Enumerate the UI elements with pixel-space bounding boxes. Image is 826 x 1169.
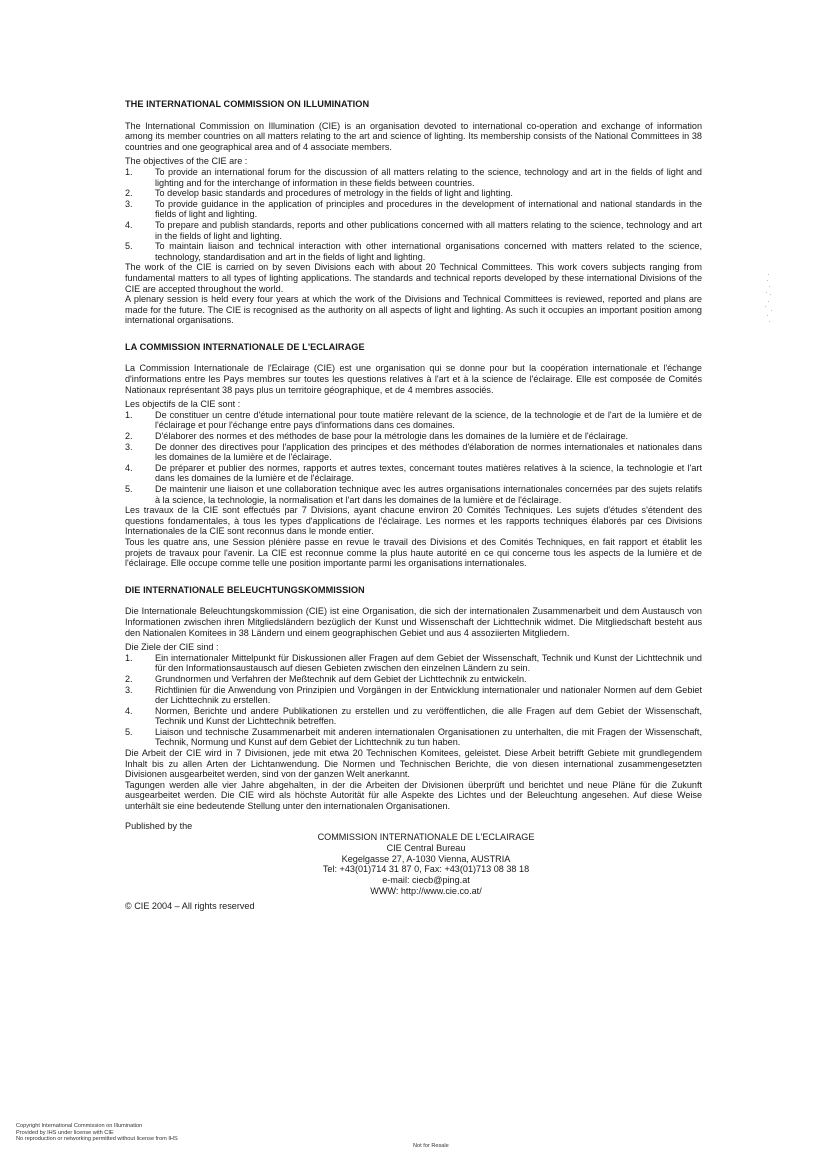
- item-text: To maintain liaison and technical interaction with other international organisations concerned with matters related to the science, technology, standardisation and art in the fields of light and lighting.: [155, 241, 702, 262]
- section-english: [125, 99, 702, 326]
- closing-paragraph: Tagungen werden alle vier Jahre abgehalten, in der die Arbeiten der Divisionen überprüft und berichtet und neue Pläne für die Zukunft ausgearbeitet werden. Die CIE wird als höchste Autorität für alle Aspekte des Lichtes und der Beleuchtung angesehen. Auf diese Weise unterhält sie eine bedeutende Stellung unter den internationalen Organisationen.: [125, 779, 702, 812]
- item-text: De donner des directives pour l'application des principes et des méthodes d'élaboration de normes internationales et nationales dans les domaines de la lumière et de l'éclairage.: [155, 441, 702, 463]
- list-item: [125, 220, 702, 241]
- document-body: [125, 99, 702, 912]
- footer-provider-line: Provided by IHS under license with CIE: [16, 1129, 114, 1136]
- closing-paragraph: Die Arbeit der CIE wird in 7 Divisionen, jede mit etwa 20 Technischen Komitees, geleistet. Diese Arbeit betrifft Gebiete mit grundlegendem Inhalt bis zu allen Arten der Lichtanwendung. Die Normen und Technischen Berichte, die von diesen international zusammengesetzten Divisionen ausgearbeitet werden, sind von der ganzen Welt anerkannt.: [125, 748, 702, 780]
- list-item: [125, 410, 702, 431]
- list-item: [125, 685, 702, 706]
- item-text: D'élaborer des normes et des méthodes de base pour la métrologie dans les domaines de la lumière et de l'éclairage.: [155, 431, 629, 442]
- item-number: 1.: [125, 166, 133, 177]
- list-item: [125, 727, 702, 748]
- item-number: 4.: [125, 462, 133, 473]
- footer-license-line: No reproduction or networking permitted without license from IHS: [16, 1136, 178, 1143]
- section-title: LA COMMISSION INTERNATIONALE DE L'ECLAIRAGE: [125, 341, 365, 352]
- item-number: 1.: [125, 652, 133, 663]
- item-text: De constituer un centre d'étude international pour toute matière relevant de la science, de la technologie et de l'art de la lumière et de l'éclairage et pour l'échange entre pays d'informations dans ces domaines.: [155, 409, 702, 431]
- item-number: 5.: [125, 484, 133, 494]
- list-item: [125, 674, 702, 685]
- item-text: Liaison und technische Zusammenarbeit mit anderen internationalen Organisationen zu unterhalten, die mit Fragen der Wissenschaft, Technik, Normung und Kunst auf dem Gebiet der Lichttechnik zu tun haben.: [155, 726, 702, 748]
- publisher-name: COMMISSION INTERNATIONALE DE L'ECLAIRAGE: [317, 832, 535, 843]
- closing-paragraph: A plenary session is held every four years at which the work of the Divisions and Technical Committees is reviewed, reported and plans are made for the future. The CIE is recognised as the authority on all aspects of light and lighting. As such it occupies an important position among international organisations.: [125, 294, 702, 326]
- footer-copyright-line: Copyright International Commission on Illumination: [16, 1123, 143, 1129]
- item-number: 4.: [125, 705, 133, 716]
- item-text: Grundnormen und Verfahren der Meßtechnik auf dem Gebiet der Lichttechnik zu entwickeln.: [155, 673, 527, 684]
- closing-paragraph: Tous les quatre ans, une Session plénière passe en revue le travail des Divisions et des Comités Techniques, en fait rapport et établit les projets de travaux pour l'avenir. La CIE est reconnue comme la plus haute autorité en ce qui concerne tous les aspects de la lumière et de l'éclairage. Elle occupe comme telle une position importante parmi les organisations internationales.: [125, 536, 702, 569]
- list-item: [125, 484, 702, 505]
- list-item: [125, 199, 702, 220]
- objectives-list: [125, 410, 702, 505]
- publisher-street: Kegelgasse 27, A-1030 Vienna, AUSTRIA: [341, 853, 511, 864]
- item-number: 4.: [125, 219, 133, 230]
- item-text: De préparer et publier des normes, rapports et autres textes, concernant toutes matières relatives à la science, la technologie et l'art dans les domaines de la lumière et de l'éclairage.: [155, 462, 702, 484]
- list-item: [125, 706, 702, 727]
- item-number: 3.: [125, 198, 133, 209]
- list-item: [125, 167, 702, 188]
- not-for-resale-label: Not for Resale: [413, 1143, 449, 1149]
- publisher-address: [125, 832, 702, 896]
- item-text: Ein internationaler Mittelpunkt für Diskussionen aller Fragen auf dem Gebiet der Wissenschaft, Technik und Kunst der Lichttechnik und für den Informationsaustausch auf diesen Gebieten zwischen den einzelnen Ländern zu sein.: [155, 652, 702, 674]
- objectives-lead: Les objectifs de la CIE sont :: [125, 399, 241, 410]
- item-text: To develop basic standards and procedures of metrology in the fields of light and lighting.: [155, 188, 513, 199]
- item-text: Normen, Berichte und andere Publikationen zu erstellen und zu veröffentlichen, die alle Fragen auf dem Gebiet der Wissenschaft, Technik und Kunst der Lichttechnik betreffen.: [155, 705, 702, 727]
- item-number: 3.: [125, 684, 133, 695]
- item-number: 1.: [125, 409, 133, 420]
- intro-paragraph: The International Commission on Illumination (CIE) is an organisation devoted to international co-operation and exchange of information among its member countries on all matters relating to the art and science of lighting. Its membership consists of the National Committees in 38 countries and one geographical area and of 4 associate members.: [125, 120, 702, 152]
- item-number: 5.: [125, 241, 133, 252]
- list-item: [125, 653, 702, 674]
- item-text: To prepare and publish standards, reports and other publications concerned with all matters relating to the science, technology and art in the fields of light and lighting.: [155, 219, 702, 241]
- objectives-lead: The objectives of the CIE are :: [125, 156, 248, 167]
- list-item: [125, 241, 702, 262]
- list-item: [125, 431, 702, 442]
- section-title: THE INTERNATIONAL COMMISSION ON ILLUMINATION: [125, 99, 370, 109]
- section-french: [125, 342, 702, 569]
- list-item: [125, 442, 702, 463]
- item-number: 2.: [125, 673, 133, 684]
- list-item: [125, 463, 702, 484]
- item-text: To provide guidance in the application of principles and procedures in the development of international and national standards in the fields of light and lighting.: [155, 198, 702, 220]
- publisher-phone-fax: Tel: +43(01)714 31 87 0, Fax: +43(01)713 08 38 18: [322, 864, 530, 875]
- publisher-email: e-mail: ciecb@ping.at: [382, 875, 470, 886]
- objectives-list: [125, 167, 702, 262]
- scan-marks: [763, 274, 775, 324]
- item-number: 3.: [125, 441, 133, 452]
- published-by-label: Published by the: [125, 820, 193, 831]
- copyright-notice: © CIE 2004 – All rights reserved: [125, 901, 255, 912]
- section-title: DIE INTERNATIONALE BELEUCHTUNGSKOMMISSION: [125, 584, 365, 595]
- intro-paragraph: La Commission Internationale de l'Eclairage (CIE) est une organisation qui se donne pour but la coopération internationale et l'échange d'informations entre les Pays membres sur toutes les questions relatives à l'art et à la science de l'éclairage. Elle est composée de Comités Nationaux représentant 38 pays plus un territoire géographique, et de 4 membres associés.: [125, 363, 702, 395]
- closing-paragraph: Les travaux de la CIE sont effectués par 7 Divisions, ayant chacune environ 20 Comités Techniques. Les sujets d'études s'étendent des questions fondamentales, à tous les types d'applications de l'éclairage. Les normes et les rapports techniques élaborés par ces Divisions Internationales de la CIE sont reconnus dans le monde entier.: [125, 505, 702, 537]
- section-german: [125, 585, 702, 812]
- intro-paragraph: Die Internationale Beleuchtungskommission (CIE) ist eine Organisation, die sich der internationalen Zusammenarbeit und dem Austausch von Informationen zwischen ihren Mitgliedsländern bezüglich der Kunst und Wissenschaft der Lichttechnik widmet. Die Mitgliedschaft besteht aus den Nationalen Komitees in 38 Ländern und einem geographischen Gebiet und aus 4 assoziierten Mitgliedern.: [125, 606, 702, 638]
- license-footer: [16, 1123, 178, 1143]
- objectives-list: [125, 653, 702, 748]
- list-item: [125, 188, 702, 199]
- publisher-website: WWW: http://www.cie.co.at/: [370, 885, 482, 896]
- item-number: 5.: [125, 726, 133, 737]
- item-text: To provide an international forum for the discussion of all matters relating to the science, technology and art in the fields of light and lighting and for the interchange of information in these fields between countries.: [155, 166, 702, 188]
- item-number: 2.: [125, 431, 133, 442]
- publisher-bureau: CIE Central Bureau: [386, 842, 466, 853]
- item-text: Richtlinien für die Anwendung von Prinzipien und Vorgängen in der Entwicklung internationaler und nationaler Normen auf dem Gebiet der Lichttechnik zu erstellen.: [155, 684, 702, 706]
- item-number: 2.: [125, 188, 133, 199]
- closing-paragraph: The work of the CIE is carried on by seven Divisions each with about 20 Technical Committees. This work covers subjects ranging from fundamental matters to all types of lighting applications. The standards and technical reports developed by these international Divisions of the CIE are accepted throughout the world.: [125, 262, 702, 294]
- objectives-lead: Die Ziele der CIE sind :: [125, 642, 219, 653]
- item-text: De maintenir une liaison et une collaboration technique avec les autres organisations internationales concernées par des sujets relatifs à la science, la technologie, la normalisation et l'art dans les domaines de la lumière et de l'éclairage.: [155, 484, 702, 505]
